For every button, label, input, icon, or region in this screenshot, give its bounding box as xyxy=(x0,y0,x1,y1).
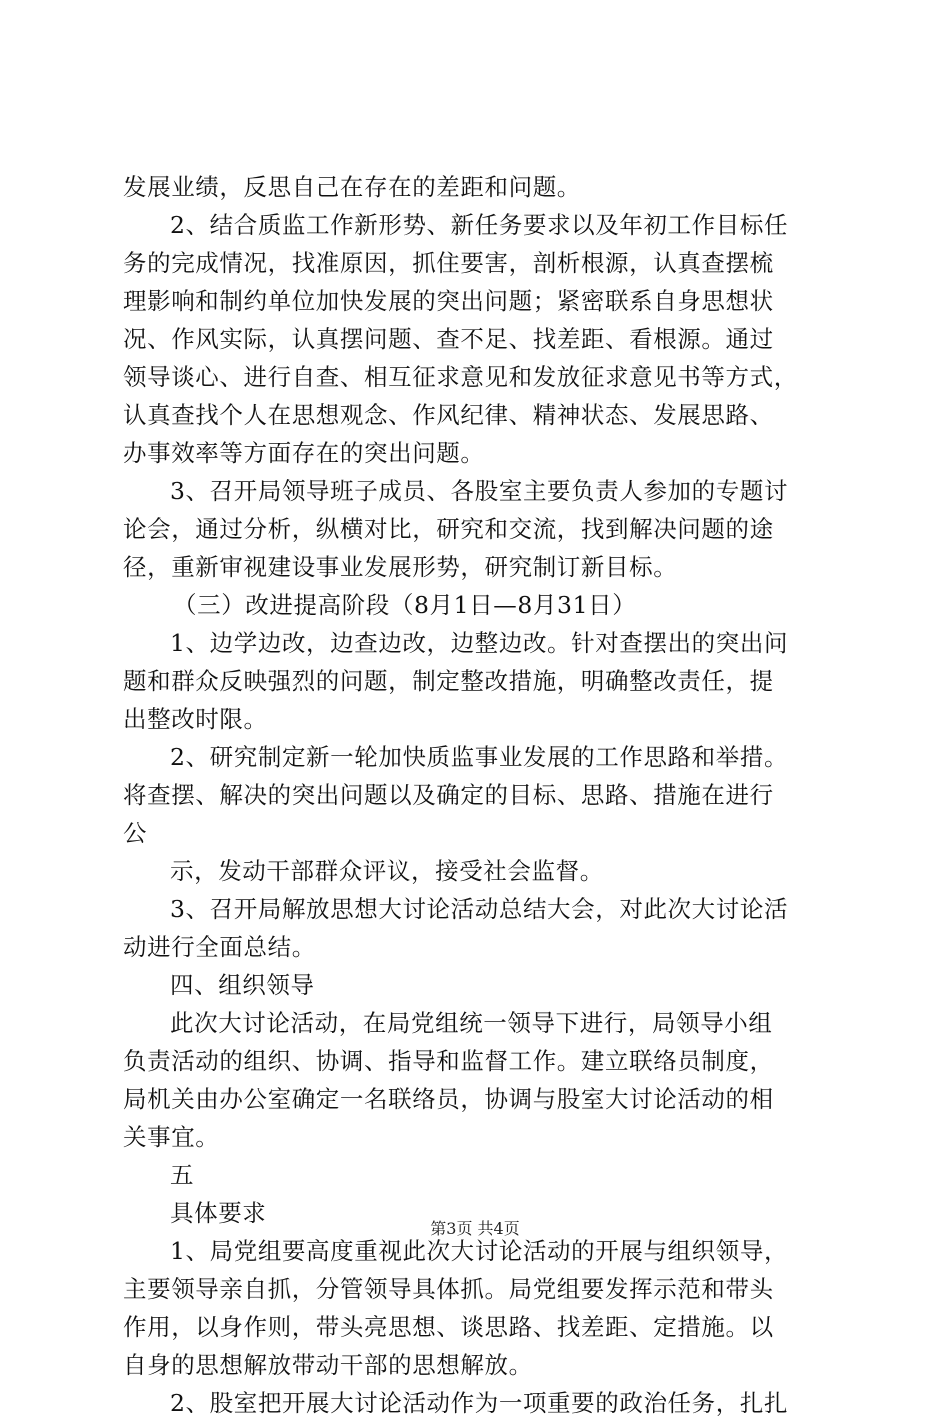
text-line: 主要领导亲自抓，分管领导具体抓。局党组要发挥示范和带头 xyxy=(123,1275,774,1303)
text-line: 务的完成情况，找准原因，抓住要害，剖析根源，认真查摆梳 xyxy=(123,249,774,277)
text-line: 况、作风实际，认真摆问题、查不足、找差距、看根源。通过 xyxy=(123,325,774,353)
text-line: 公 xyxy=(123,819,148,847)
text-line: 题和群众反映强烈的问题，制定整改措施，明确整改责任，提 xyxy=(123,667,774,695)
text-line: 此次大讨论活动，在局党组统一领导下进行，局领导小组 xyxy=(170,1009,773,1037)
text-line: 负责活动的组织、协调、指导和监督工作。建立联络员制度， xyxy=(123,1047,774,1075)
text-line: 理影响和制约单位加快发展的突出问题；紧密联系自身思想状 xyxy=(123,287,774,315)
section-heading: 五 xyxy=(170,1161,195,1189)
text-line: 认真查找个人在思想观念、作风纪律、精神状态、发展思路、 xyxy=(123,401,774,429)
text-line: 将查摆、解决的突出问题以及确定的目标、思路、措施在进行 xyxy=(123,781,774,809)
text-line: 3、召开局解放思想大讨论活动总结大会，对此次大讨论活 xyxy=(170,895,789,923)
text-line: 局机关由办公室确定一名联络员，协调与股室大讨论活动的相 xyxy=(123,1085,774,1113)
text-line: 动进行全面总结。 xyxy=(123,933,316,961)
text-line: 3、召开局领导班子成员、各股室主要负责人参加的专题讨 xyxy=(170,477,789,505)
section-heading: 具体要求 xyxy=(170,1199,267,1227)
text-line: 领导谈心、进行自查、相互征求意见和发放征求意见书等方式， xyxy=(123,363,798,391)
text-line: 1、边学边改，边查边改，边整边改。针对查摆出的突出问 xyxy=(170,629,789,657)
text-line: 1、局党组要高度重视此次大讨论活动的开展与组织领导， xyxy=(170,1237,789,1265)
text-line: 2、股室把开展大讨论活动作为一项重要的政治任务，扎扎 xyxy=(170,1389,789,1417)
text-line: 自身的思想解放带动干部的思想解放。 xyxy=(123,1351,533,1379)
text-line: 2、研究制定新一轮加快质监事业发展的工作思路和举措。 xyxy=(170,743,789,771)
text-line: 示，发动干部群众评议，接受社会监督。 xyxy=(170,857,604,885)
page-footer: 第3页 共4页 xyxy=(430,1219,520,1238)
text-line: 论会，通过分析，纵横对比，研究和交流，找到解决问题的途 xyxy=(123,515,774,543)
section-heading: 四、组织领导 xyxy=(170,971,315,999)
text-line: 径，重新审视建设事业发展形势，研究制订新目标。 xyxy=(123,553,678,581)
text-line: 2、结合质监工作新形势、新任务要求以及年初工作目标任 xyxy=(170,211,789,239)
text-line: 发展业绩，反思自己在存在的差距和问题。 xyxy=(123,173,581,201)
text-line: 出整改时限。 xyxy=(123,705,268,733)
text-line: 作用，以身作则，带头亮思想、谈思路、找差距、定措施。以 xyxy=(123,1313,774,1341)
text-line: 办事效率等方面存在的突出问题。 xyxy=(123,439,485,467)
section-heading: （三）改进提高阶段（8月1日—8月31日） xyxy=(173,591,637,619)
text-line: 关事宜。 xyxy=(123,1123,220,1151)
